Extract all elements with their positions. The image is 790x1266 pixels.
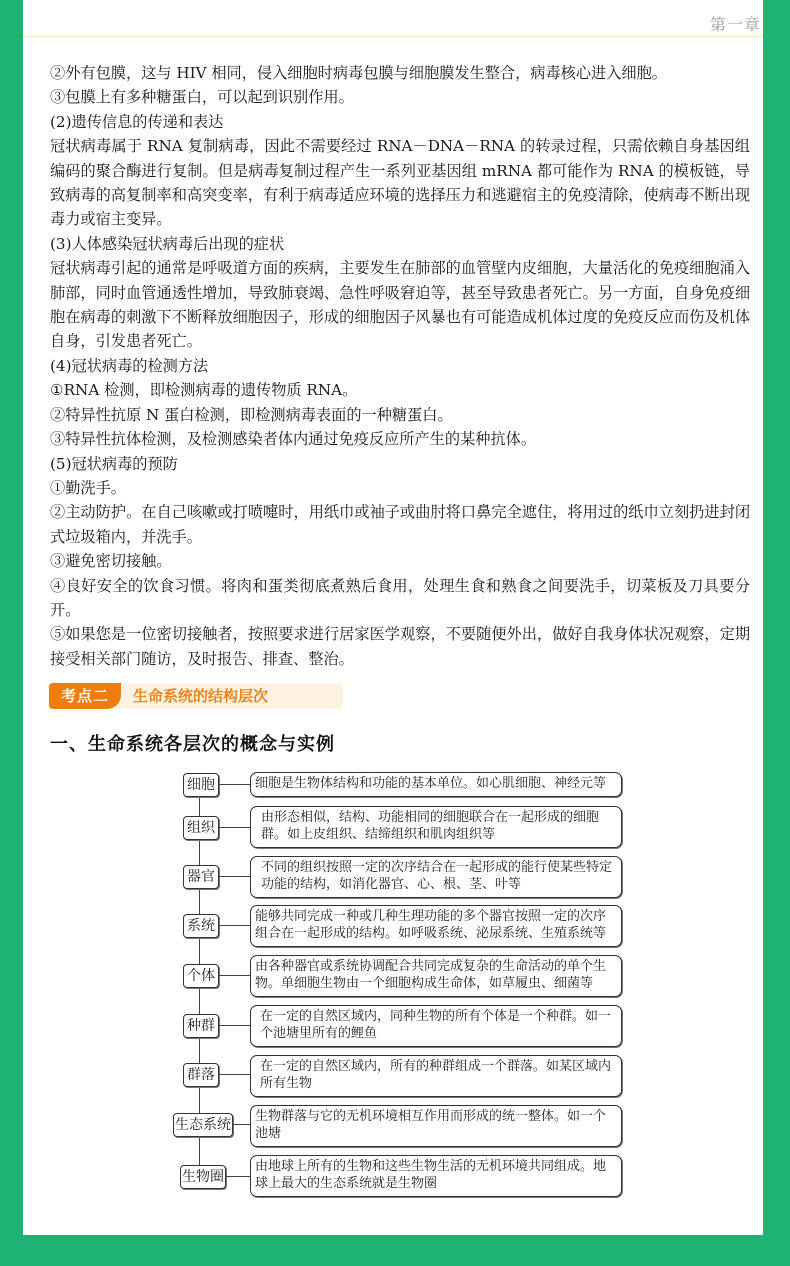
level-box: 种群	[183, 1014, 219, 1038]
level-box: 群落	[183, 1063, 219, 1087]
subheading: (2)遗传信息的传递和表达	[50, 112, 224, 131]
paragraph: ②主动防护。在自己咳嗽或打喷嚏时，用纸巾或袖子或曲肘将口鼻完全遮住，将用过的纸巾立刻扔进封闭式垃圾箱内，并洗手。	[50, 503, 750, 546]
topic-banner	[49, 683, 343, 709]
connector-line	[218, 876, 250, 877]
level-description: 生物群落与它的无机环境相互作用而形成的统一整体。如一个池塘	[250, 1105, 622, 1147]
paragraph: ③避免密切接触。	[50, 552, 172, 571]
level-box: 个体	[183, 964, 219, 988]
connector-line	[218, 1074, 250, 1075]
paragraph: ⑤如果您是一位密切接触者，按照要求进行居家医学观察，不要随便外出，做好自我身体状况观察，定期接受相关部门随访，及时报告、排查、整治。	[50, 625, 750, 668]
level-box: 细胞	[183, 773, 219, 797]
level-box: 生态系统	[173, 1113, 233, 1137]
body-text	[50, 61, 750, 671]
subheading: (4)冠状病毒的检测方法	[50, 356, 209, 375]
page	[23, 0, 763, 1235]
connector-line	[232, 1124, 250, 1125]
connector-line	[218, 975, 250, 976]
connector-line	[218, 827, 250, 828]
section-heading: 一、生命系统各层次的概念与实例	[50, 734, 335, 755]
level-description: 不同的组织按照一定的次序结合在一起形成的能行使某些特定功能的结构，如消化器官、心、根、茎、叶等	[250, 856, 622, 898]
level-description: 在一定的自然区域内，同种生物的所有个体是一个种群。如一个池塘里所有的鲤鱼	[250, 1005, 622, 1047]
subheading: (3)人体感染冠状病毒后出现的症状	[50, 234, 285, 253]
header-divider	[23, 36, 763, 37]
connector-line	[218, 925, 250, 926]
paragraph: ②外有包膜，这与 HIV 相同，侵入细胞时病毒包膜与细胞膜发生整合，病毒核心进入细胞。	[50, 64, 667, 82]
paragraph: 冠状病毒引起的通常是呼吸道方面的疾病，主要发生在肺部的血管壁内皮细胞，大量活化的免疫细胞涌入肺部，同时血管通透性增加，导致肺衰竭、急性呼吸窘迫等，甚至导致患者死亡。另一方面，自身免疫细胞在病毒的刺激下不断释放细胞因子，形成的细胞因子风暴也有可能造成机体过度的免疫反应而伤及机体自身，引发患者死亡。	[50, 259, 750, 351]
paragraph: 冠状病毒属于 RNA 复制病毒，因此不需要经过 RNA－DNA－RNA 的转录过程，只需依赖自身基因组编码的聚合酶进行复制。但是病毒复制过程产生一系列亚基因组 mRNA 都可能作为 RNA 的模板链，导致病毒的高复制率和高突变率，有利于病毒适应环境的选择压力和逃避宿主的免疫清除，使病毒不断出现毒力或宿主变异。	[50, 137, 750, 229]
level-box: 系统	[183, 914, 219, 938]
paragraph: ②特异性抗原 N 蛋白检测，即检测病毒表面的一种糖蛋白。	[50, 405, 453, 424]
level-description: 能够共同完成一种或几种生理功能的多个器官按照一定的次序组合在一起形成的结构。如呼吸系统、泌尿系统、生殖系统等	[250, 905, 622, 947]
paragraph: ③特异性抗体检测，及检测感染者体内通过免疫反应所产生的某种抗体。	[50, 430, 536, 449]
level-box: 器官	[183, 865, 219, 889]
running-head-chapter: 第一章	[709, 15, 761, 34]
topic-tag: 考点二	[49, 683, 121, 709]
connector-line	[218, 1025, 250, 1026]
level-description: 由形态相似，结构、功能相同的细胞联合在一起形成的细胞群。如上皮组织、结缔组织和肌肉组织等	[250, 806, 622, 848]
connector-line	[218, 784, 250, 785]
subheading: (5)冠状病毒的预防	[50, 454, 178, 473]
level-description: 由各种器官或系统协调配合共同完成复杂的生命活动的单个生物。单细胞生物由一个细胞构成生命体，如草履虫、细菌等	[250, 955, 622, 997]
level-description: 在一定的自然区域内，所有的种群组成一个群落。如某区域内所有生物	[250, 1055, 622, 1097]
level-description: 细胞是生物体结构和功能的基本单位。如心肌细胞、神经元等	[250, 772, 622, 797]
topic-title: 生命系统的结构层次	[133, 687, 269, 705]
level-box: 生物圈	[180, 1165, 226, 1189]
paragraph: ①勤洗手。	[50, 478, 126, 497]
paragraph: ③包膜上有多种糖蛋白，可以起到识别作用。	[50, 88, 354, 107]
paragraph: ①RNA 检测，即检测病毒的遗传物质 RNA。	[50, 381, 358, 400]
level-box: 组织	[183, 816, 219, 840]
paragraph: ④良好安全的饮食习惯。将肉和蛋类彻底煮熟后食用，处理生食和熟食之间要洗手，切菜板及刀具要分开。	[50, 576, 750, 619]
level-description: 由地球上所有的生物和这些生物生活的无机环境共同组成。地球上最大的生态系统就是生物圈	[250, 1155, 622, 1197]
connector-line	[225, 1176, 250, 1177]
